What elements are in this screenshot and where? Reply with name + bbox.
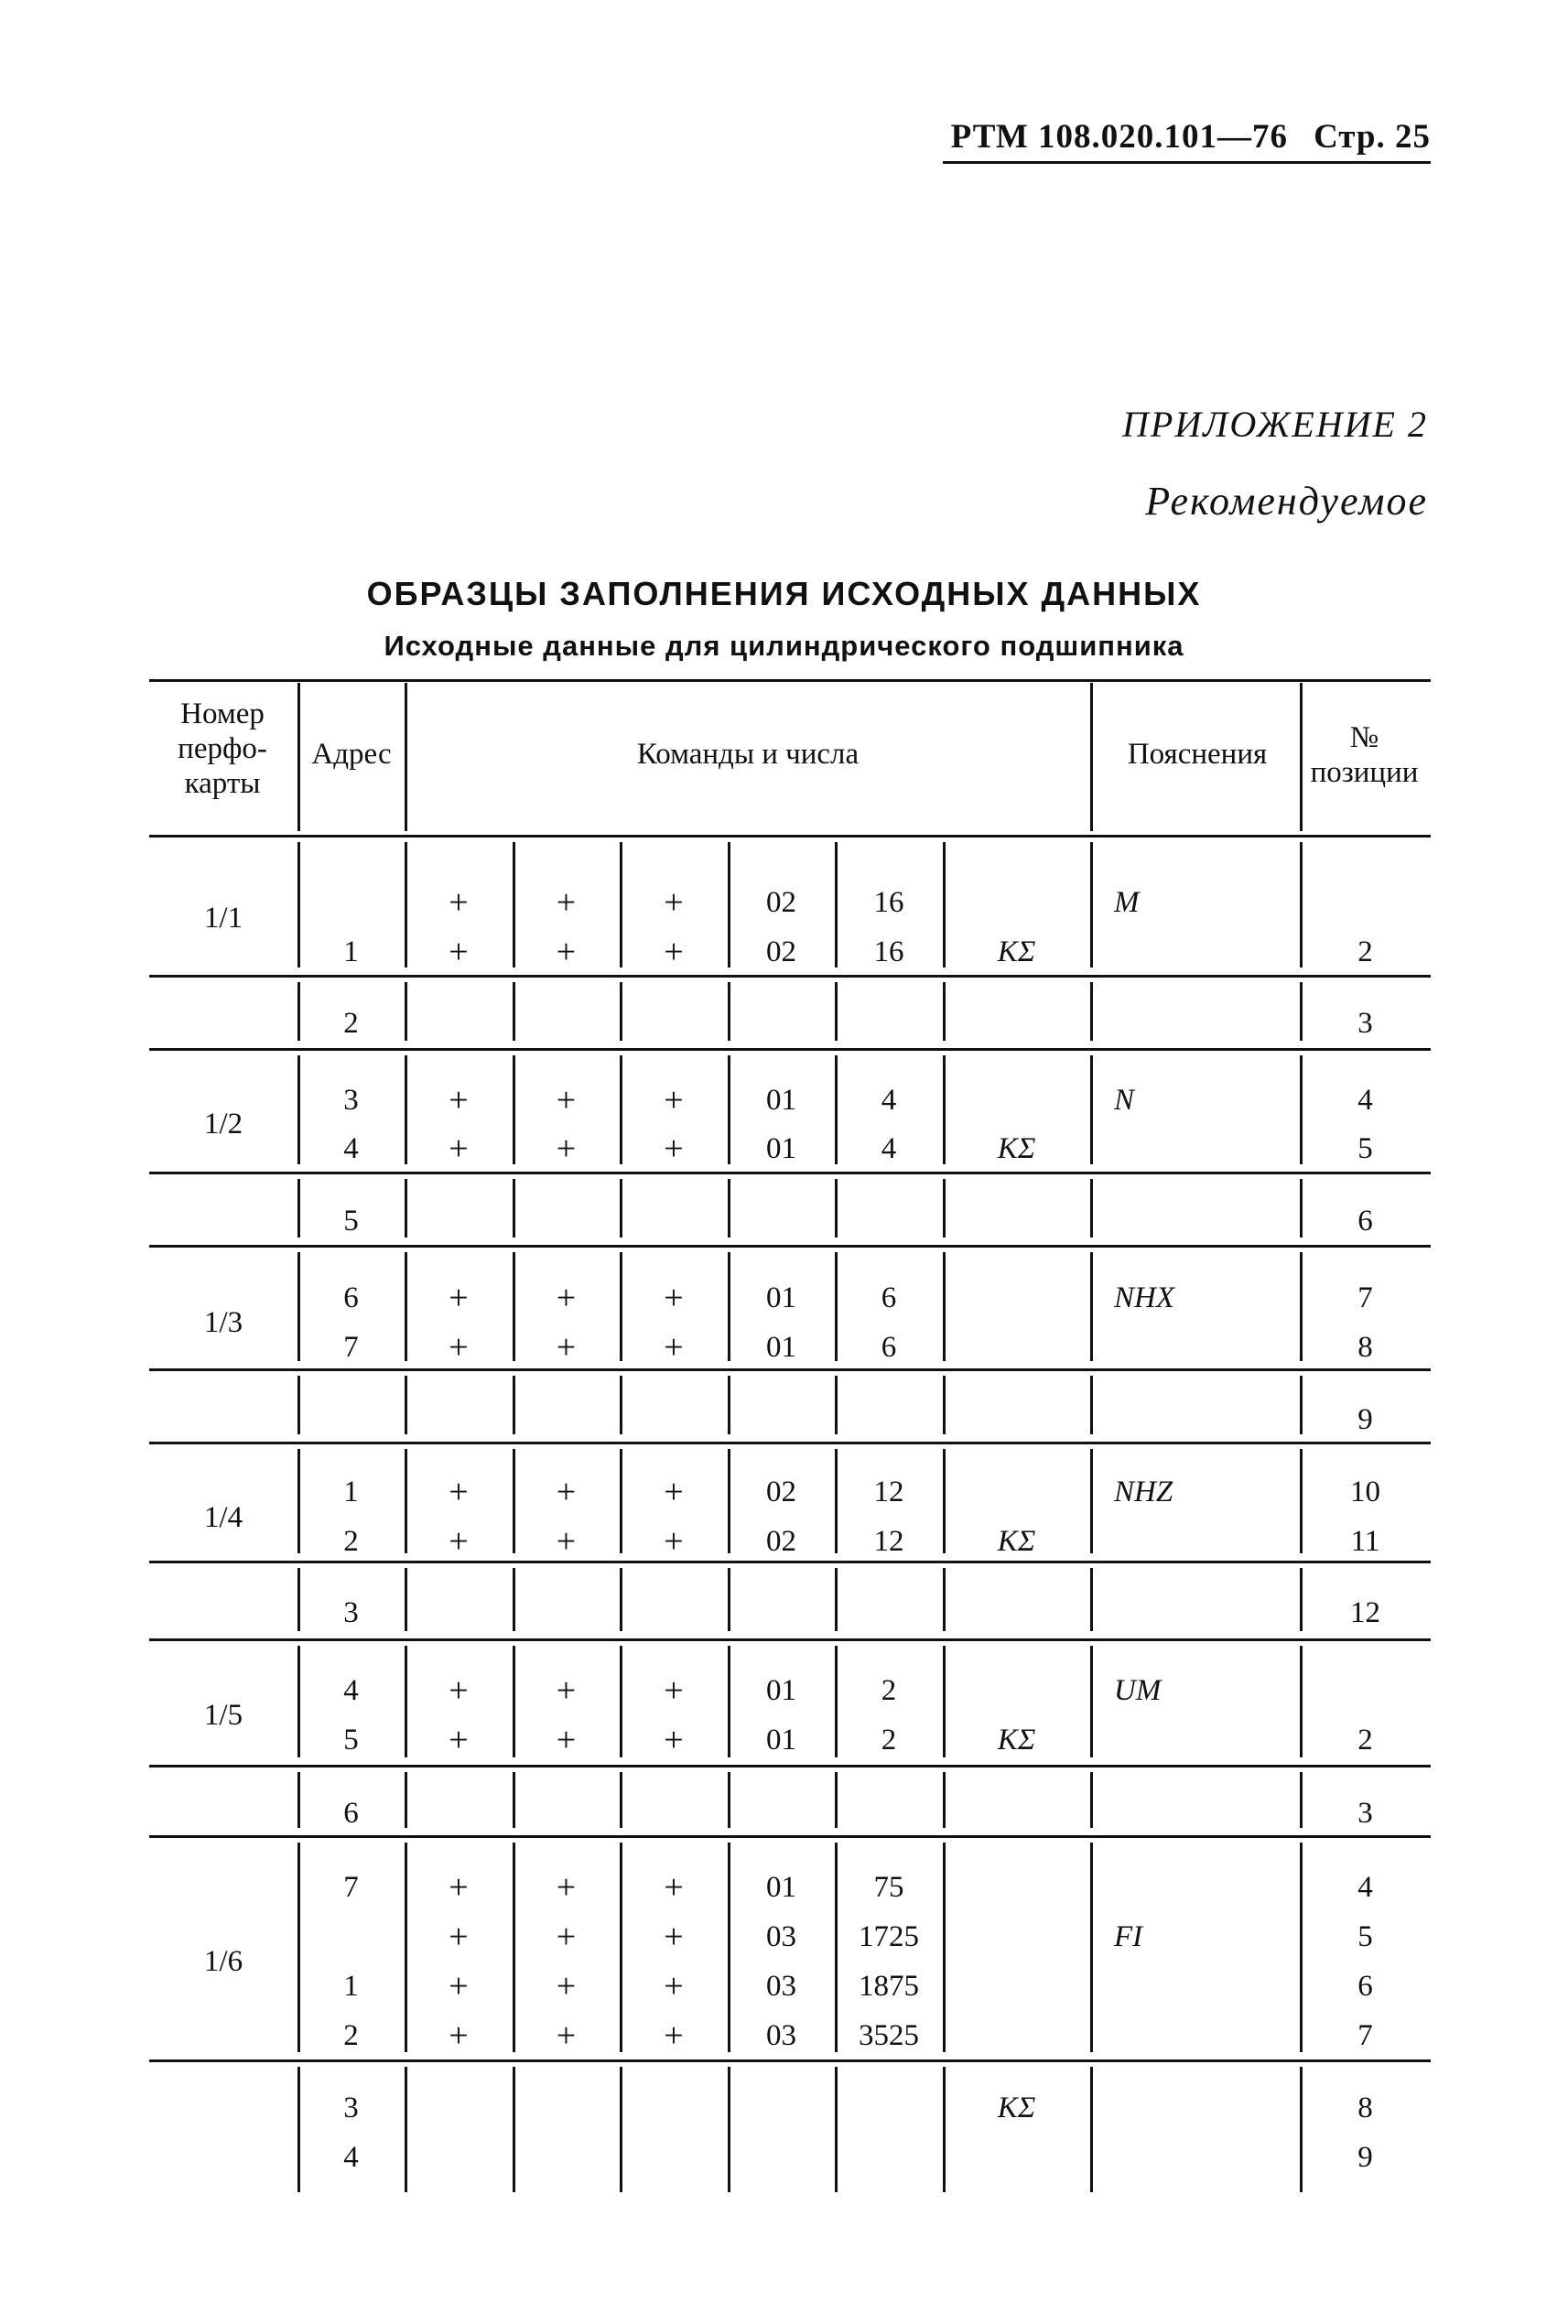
row-separator: [149, 975, 1431, 978]
column-divider: [620, 1179, 622, 1238]
address-cell: 5: [343, 1724, 359, 1757]
number-code-cell: 02: [766, 1475, 796, 1508]
column-divider: [1090, 1055, 1093, 1164]
column-divider: [728, 1568, 730, 1631]
column-divider: [620, 1772, 622, 1828]
column-divider: [513, 982, 515, 1041]
plus-sign-cell: +: [449, 933, 469, 971]
plus-sign-cell: +: [556, 2016, 577, 2055]
doc-code: РТМ 108.020.101—76: [950, 118, 1289, 156]
plus-sign-cell: +: [664, 1081, 684, 1119]
number-code-cell: 02: [766, 935, 796, 968]
position-cell: 4: [1357, 1084, 1373, 1117]
column-divider: [1090, 1449, 1093, 1553]
plus-sign-cell: +: [449, 1671, 469, 1710]
column-divider: [405, 2067, 407, 2192]
plus-sign-cell: +: [664, 1279, 684, 1317]
column-divider: [1090, 1179, 1093, 1238]
header-column-divider: [297, 683, 300, 831]
plus-sign-cell: +: [556, 1328, 577, 1367]
number-code-cell: 02: [766, 886, 796, 919]
address-cell: 3: [343, 2092, 359, 2124]
column-divider: [943, 1179, 946, 1238]
address-cell: 7: [343, 1871, 359, 1904]
column-divider: [943, 982, 946, 1041]
plus-sign-cell: +: [449, 1328, 469, 1367]
column-divider: [405, 982, 407, 1041]
position-cell: 9: [1357, 2141, 1373, 2174]
number-code-cell: 01: [766, 1674, 796, 1707]
plus-sign-cell: +: [664, 1522, 684, 1561]
page-header: [943, 117, 1431, 164]
header-address: Адрес: [311, 738, 392, 771]
column-divider: [1090, 1252, 1093, 1361]
column-divider: [1090, 1843, 1093, 2052]
plus-sign-cell: +: [664, 1130, 684, 1168]
address-cell: 1: [343, 935, 359, 968]
number-code-cell: 03: [766, 1920, 796, 1953]
header-commands: Команды и числа: [636, 738, 860, 771]
number-value-cell: 16: [873, 886, 904, 919]
plus-sign-cell: +: [449, 1081, 469, 1119]
address-cell: 1: [343, 1970, 359, 2003]
address-cell: 2: [343, 1525, 359, 1558]
position-cell: 7: [1357, 1281, 1373, 1314]
position-cell: 3: [1357, 1007, 1373, 1040]
position-cell: 2: [1357, 935, 1373, 968]
address-cell: 4: [343, 1132, 359, 1165]
card-number-cell: 1/4: [203, 1501, 243, 1534]
row-separator: [149, 1638, 1431, 1641]
number-code-cell: 02: [766, 1525, 796, 1558]
column-divider: [943, 2067, 946, 2192]
column-divider: [513, 1568, 515, 1631]
column-divider: [405, 1179, 407, 1238]
column-divider: [835, 1179, 838, 1238]
plus-sign-cell: +: [449, 1868, 469, 1907]
number-value-cell: 2: [881, 1674, 897, 1707]
plus-sign-cell: +: [449, 1522, 469, 1561]
plus-sign-cell: +: [556, 1868, 577, 1907]
plus-sign-cell: +: [556, 1967, 577, 2005]
column-divider: [1090, 1376, 1093, 1434]
plus-sign-cell: +: [449, 883, 469, 922]
note-cell: NHX: [1114, 1281, 1174, 1314]
document-title: ОБРАЗЦЫ ЗАПОЛНЕНИЯ ИСХОДНЫХ ДАННЫХ: [366, 575, 1202, 612]
plus-sign-cell: +: [556, 933, 577, 971]
column-divider: [943, 1772, 946, 1828]
number-code-cell: 03: [766, 1970, 796, 2003]
number-value-cell: 12: [873, 1525, 904, 1558]
column-divider: [513, 1179, 515, 1238]
position-cell: 10: [1350, 1475, 1380, 1508]
plus-sign-cell: +: [449, 1967, 469, 2005]
k-sigma-cell: KΣ: [997, 1724, 1036, 1757]
number-value-cell: 16: [873, 935, 904, 968]
column-divider: [728, 1376, 730, 1434]
column-divider: [728, 982, 730, 1041]
header-position: № позиции: [1310, 721, 1419, 789]
column-divider: [728, 2067, 730, 2192]
column-divider: [405, 1376, 407, 1434]
column-divider: [620, 1568, 622, 1631]
plus-sign-cell: +: [664, 1721, 684, 1759]
row-separator: [149, 1048, 1431, 1051]
card-number-cell: 1/1: [203, 902, 243, 935]
column-divider: [620, 2067, 622, 2192]
plus-sign-cell: +: [556, 1721, 577, 1759]
position-cell: 5: [1357, 1132, 1373, 1165]
column-divider: [513, 1772, 515, 1828]
row-separator: [149, 1765, 1431, 1767]
table-top-border: [149, 679, 1431, 682]
address-cell: 4: [343, 1674, 359, 1707]
plus-sign-cell: +: [556, 1671, 577, 1710]
plus-sign-cell: +: [664, 933, 684, 971]
position-cell: 6: [1357, 1970, 1373, 2003]
plus-sign-cell: +: [664, 1918, 684, 1956]
column-divider: [835, 982, 838, 1041]
plus-sign-cell: +: [556, 1522, 577, 1561]
number-code-cell: 01: [766, 1281, 796, 1314]
k-sigma-cell: KΣ: [997, 1132, 1036, 1165]
column-divider: [943, 1252, 946, 1361]
column-divider: [405, 1772, 407, 1828]
plus-sign-cell: +: [449, 1130, 469, 1168]
address-cell: 6: [343, 1281, 359, 1314]
plus-sign-cell: +: [556, 1918, 577, 1956]
plus-sign-cell: +: [556, 1473, 577, 1511]
address-cell: 4: [343, 2141, 359, 2174]
row-separator: [149, 1368, 1431, 1371]
column-divider: [1090, 1568, 1093, 1631]
column-divider: [297, 1376, 300, 1434]
plus-sign-cell: +: [664, 1473, 684, 1511]
plus-sign-cell: +: [556, 1130, 577, 1168]
address-cell: 2: [343, 2019, 359, 2052]
column-divider: [728, 1772, 730, 1828]
plus-sign-cell: +: [556, 1279, 577, 1317]
column-divider: [835, 1772, 838, 1828]
row-separator: [149, 835, 1431, 838]
header-notes: Пояснения: [1127, 738, 1268, 771]
position-cell: 2: [1357, 1724, 1373, 1757]
position-cell: 8: [1357, 2092, 1373, 2124]
plus-sign-cell: +: [449, 1721, 469, 1759]
address-cell: 1: [343, 1475, 359, 1508]
card-number-cell: 1/2: [203, 1108, 243, 1140]
column-divider: [943, 1843, 946, 2052]
number-value-cell: 1875: [859, 1970, 919, 2003]
address-cell: 6: [343, 1797, 359, 1830]
number-value-cell: 6: [881, 1331, 897, 1364]
column-divider: [1090, 2067, 1093, 2192]
note-cell: UM: [1114, 1674, 1162, 1707]
number-code-cell: 01: [766, 1724, 796, 1757]
k-sigma-cell: KΣ: [997, 2092, 1036, 2124]
position-cell: 5: [1357, 1920, 1373, 1953]
column-divider: [835, 2067, 838, 2192]
header-column-divider: [1300, 683, 1303, 831]
header-card-number: Номер перфо-карты: [178, 697, 267, 800]
address-cell: 3: [343, 1596, 359, 1629]
plus-sign-cell: +: [664, 1967, 684, 2005]
column-divider: [405, 1568, 407, 1631]
k-sigma-cell: KΣ: [997, 935, 1036, 968]
plus-sign-cell: +: [449, 1473, 469, 1511]
row-separator: [149, 1442, 1431, 1444]
plus-sign-cell: +: [664, 883, 684, 922]
card-number-cell: 1/6: [203, 1945, 243, 1978]
note-cell: FI: [1114, 1920, 1143, 1953]
number-value-cell: 3525: [859, 2019, 919, 2052]
address-cell: 7: [343, 1331, 359, 1364]
note-cell: N: [1114, 1084, 1135, 1117]
number-value-cell: 12: [873, 1475, 904, 1508]
column-divider: [1090, 1646, 1093, 1757]
number-code-cell: 01: [766, 1132, 796, 1165]
position-cell: 3: [1357, 1797, 1373, 1830]
row-separator: [149, 1172, 1431, 1174]
row-separator: [149, 1835, 1431, 1838]
number-value-cell: 6: [881, 1281, 897, 1314]
note-cell: NHZ: [1114, 1475, 1173, 1508]
position-cell: 12: [1350, 1596, 1380, 1629]
address-cell: 5: [343, 1205, 359, 1238]
document-subtitle: Исходные данные для цилиндрического подшипника: [384, 630, 1184, 662]
column-divider: [728, 1179, 730, 1238]
position-cell: 11: [1350, 1525, 1380, 1558]
column-divider: [1090, 1772, 1093, 1828]
column-divider: [513, 2067, 515, 2192]
column-divider: [620, 1376, 622, 1434]
address-cell: 3: [343, 1084, 359, 1117]
address-cell: 2: [343, 1007, 359, 1040]
number-value-cell: 4: [881, 1132, 897, 1165]
note-cell: M: [1114, 886, 1140, 919]
position-cell: 6: [1357, 1205, 1373, 1238]
appendix-label: ПРИЛОЖЕНИЕ 2: [1122, 404, 1428, 445]
column-divider: [835, 1568, 838, 1631]
column-divider: [943, 1568, 946, 1631]
plus-sign-cell: +: [664, 1328, 684, 1367]
position-cell: 7: [1357, 2019, 1373, 2052]
plus-sign-cell: +: [664, 1671, 684, 1710]
column-divider: [835, 1376, 838, 1434]
header-column-divider: [1090, 683, 1093, 831]
number-value-cell: 1725: [859, 1920, 919, 1953]
row-separator: [149, 2059, 1431, 2062]
column-divider: [513, 1376, 515, 1434]
plus-sign-cell: +: [449, 1279, 469, 1317]
row-separator: [149, 1245, 1431, 1248]
plus-sign-cell: +: [449, 1918, 469, 1956]
card-number-cell: 1/5: [203, 1699, 243, 1732]
k-sigma-cell: KΣ: [997, 1525, 1036, 1558]
plus-sign-cell: +: [664, 2016, 684, 2055]
plus-sign-cell: +: [449, 2016, 469, 2055]
plus-sign-cell: +: [556, 1081, 577, 1119]
number-value-cell: 75: [873, 1871, 904, 1904]
number-code-cell: 03: [766, 2019, 796, 2052]
number-code-cell: 01: [766, 1331, 796, 1364]
number-value-cell: 4: [881, 1084, 897, 1117]
column-divider: [1090, 842, 1093, 967]
position-cell: 8: [1357, 1331, 1373, 1364]
column-divider: [620, 982, 622, 1041]
plus-sign-cell: +: [556, 883, 577, 922]
number-value-cell: 2: [881, 1724, 897, 1757]
plus-sign-cell: +: [664, 1868, 684, 1907]
column-divider: [943, 1376, 946, 1434]
number-code-cell: 01: [766, 1871, 796, 1904]
position-cell: 4: [1357, 1871, 1373, 1904]
header-column-divider: [405, 683, 407, 831]
recommended-label: Рекомендуемое: [1145, 479, 1428, 524]
number-code-cell: 01: [766, 1084, 796, 1117]
page-number: Стр. 25: [1314, 118, 1431, 156]
position-cell: 9: [1357, 1403, 1373, 1436]
column-divider: [1090, 982, 1093, 1041]
row-separator: [149, 1561, 1431, 1563]
card-number-cell: 1/3: [203, 1306, 243, 1339]
